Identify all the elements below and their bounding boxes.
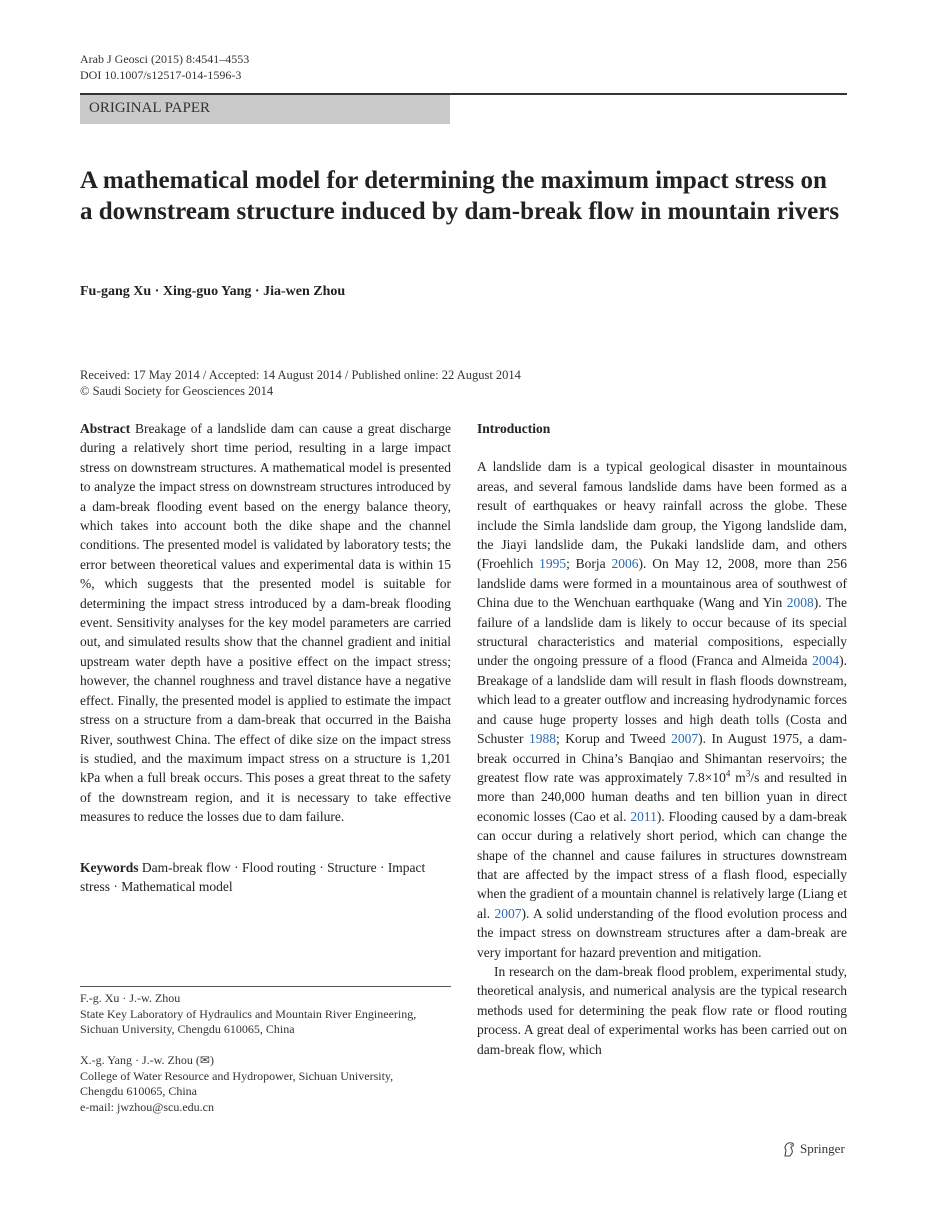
intro-text: ). On May 12, 2008, more than 256 landslide dams were formed in a mountainous area of southwest of China due to the Wenchuan earthquake (Wang and Yin [477, 556, 847, 611]
intro-text: ). Breakage of a landslide dam will result in flash floods downstream, which lead to a greater outflow and increasing hydrodynamic forces and cause huge property losses and high death tolls (Costa and Schuster [477, 653, 847, 747]
affiliation-1 [80, 991, 451, 1038]
intro-text: A landslide dam is a typical geological disaster in mountainous areas, and several famous landslide dams have been formed as a result of earthquakes or heavy rainfall across the globe. These include the Simla landslide dam group, the Yigong landslide dam, the Jiayi landslide dam, the Pukaki landslide dam, and others (Froehlich [477, 459, 847, 572]
history-line: Received: 17 May 2014 / Accepted: 14 August 2014 / Published online: 22 August 2014 [80, 368, 521, 382]
section-badge-label: ORIGINAL PAPER [89, 100, 210, 116]
citation-link[interactable]: 2006 [611, 556, 639, 572]
publication-dates [80, 367, 521, 399]
copyright-line: © Saudi Society for Geosciences 2014 [80, 384, 274, 398]
keywords-label: Keywords [80, 859, 139, 875]
intro-text: ; Korup and Tweed [555, 731, 672, 747]
affiliation-2-names: X.-g. Yang · J.-w. Zhou (✉) [80, 1053, 214, 1067]
affiliation-2-address-2: Chengdu 610065, China [80, 1084, 197, 1099]
section-heading-introduction: Introduction [477, 421, 551, 436]
footnote-rule [80, 986, 451, 987]
citation-link[interactable]: 2007 [494, 905, 522, 921]
section-badge [80, 95, 450, 124]
citation-link[interactable]: 2011 [630, 808, 657, 824]
publisher-logo [782, 1141, 845, 1157]
citation-link[interactable]: 2004 [812, 653, 840, 669]
intro-text: m [730, 769, 746, 785]
abstract [80, 419, 451, 827]
doi: DOI 10.1007/s12517-014-1596-3 [80, 68, 242, 82]
affiliation-1-names: F.-g. Xu · J.-w. Zhou [80, 991, 181, 1005]
superscript: 4 [725, 768, 731, 779]
left-column [80, 419, 451, 896]
author-list: Fu-gang Xu · Xing-guo Yang · Jia-wen Zhou [80, 284, 346, 299]
springer-horse-icon [782, 1141, 796, 1157]
abstract-label: Abstract [80, 421, 131, 436]
citation-link[interactable]: 1988 [528, 731, 556, 747]
affiliation-2-email[interactable]: e-mail: jwzhou@scu.edu.cn [80, 1099, 215, 1114]
paper-title: A mathematical model for determining the maximum impact stress on a downstream structure induced by dam-break flow in mountain rivers [80, 167, 840, 225]
keywords-text: Dam-break flow · Flood routing · Structure · Impact stress · Mathematical model [80, 859, 426, 894]
abstract-text: Breakage of a landslide dam can cause a great discharge during a relatively short time period, resulting in a large impact stress on downstream structures. A mathematical model is presented to analyze the impact stress on downstream structures introduced by a dam-break flooding event based on the energy balance theory, which takes into account both the dike shape and the channel conditions. The presented model is validated by laboratory tests; the error between theoretical values and experimental data is within 15 %, which suggests that the presented model is suitable for determining the impact stress introduced by a dam-break flooding event. Sensitivity analyses for the key model parameters are carried out, and simulated results show that the channel gradient and initial upstream water depth have a positive effect on the impact stress; however, the channel roughness and travel distance have a negative effect. Finally, the presented model is applied to estimate the impact stress on a structure from a dam-break that occurred in the Baisha River, southwest China. The effect of dike size on the impact stress is studied, and the maximum impact stress on a structure is 1,201 kPa when a full break occurs. This poses a great threat to the safety of the downstream region, and it is necessary to take effective measures to reduce the losses due to dam failure. [80, 421, 452, 825]
intro-text: ). In August 1975, a dam-break occurred in China’s Banqiao and Shimantan reservoirs; the greatest flow rate was approximately 7.8×10 [477, 731, 848, 785]
keywords [80, 858, 451, 897]
journal-citation: Arab J Geosci (2015) 8:4541–4553 [80, 52, 250, 66]
intro-paragraph-2: In research on the dam-break flood problem, experimental study, theoretical analysis, and numerical analysis are the typical research methods used for determining the peak flow rate or flood routing process. A great deal of experimental works has been carried out on dam-break flow, which [477, 963, 847, 1057]
journal-header [80, 51, 249, 83]
publisher-name: Springer [800, 1141, 845, 1156]
affiliation-1-address: State Key Laboratory of Hydraulics and Mountain River Engineering, Sichuan University, Chengdu 610065, China [80, 1006, 417, 1037]
superscript: 3 [745, 768, 751, 779]
affiliation-2 [80, 1053, 451, 1115]
intro-text: ). Flooding caused by a dam-break can occur during a relatively short period, which can change the shape of the channel and cause failures in structures downstream that are affected by the impact stress of a flash flood, especially when the gradient of a mountain channel is relatively large (Liang et al. [477, 808, 847, 921]
citation-link[interactable]: 2008 [786, 595, 814, 611]
right-column [477, 419, 847, 1059]
intro-text: ; Borja [566, 556, 612, 572]
intro-text: /s and resulted in more than 240,000 human deaths and ten billion yuan in direct economic losses (Cao et al. [477, 769, 847, 824]
affiliation-2-address-1: College of Water Resource and Hydropower, Sichuan University, [80, 1068, 394, 1083]
citation-link[interactable]: 2007 [671, 731, 699, 747]
intro-text: ). The failure of a landslide dam is likely to occur because of its special structural characteristics and material compositions, especially under the ongoing pressure of a flood (Franca and Almeida [477, 595, 848, 669]
intro-paragraph-1 [477, 457, 847, 962]
intro-text: ). A solid understanding of the flood evolution process and the impact stress on downstream structures after a dam-break are very important for hazard prevention and mitigation. [477, 905, 847, 960]
citation-link[interactable]: 1995 [539, 556, 567, 572]
